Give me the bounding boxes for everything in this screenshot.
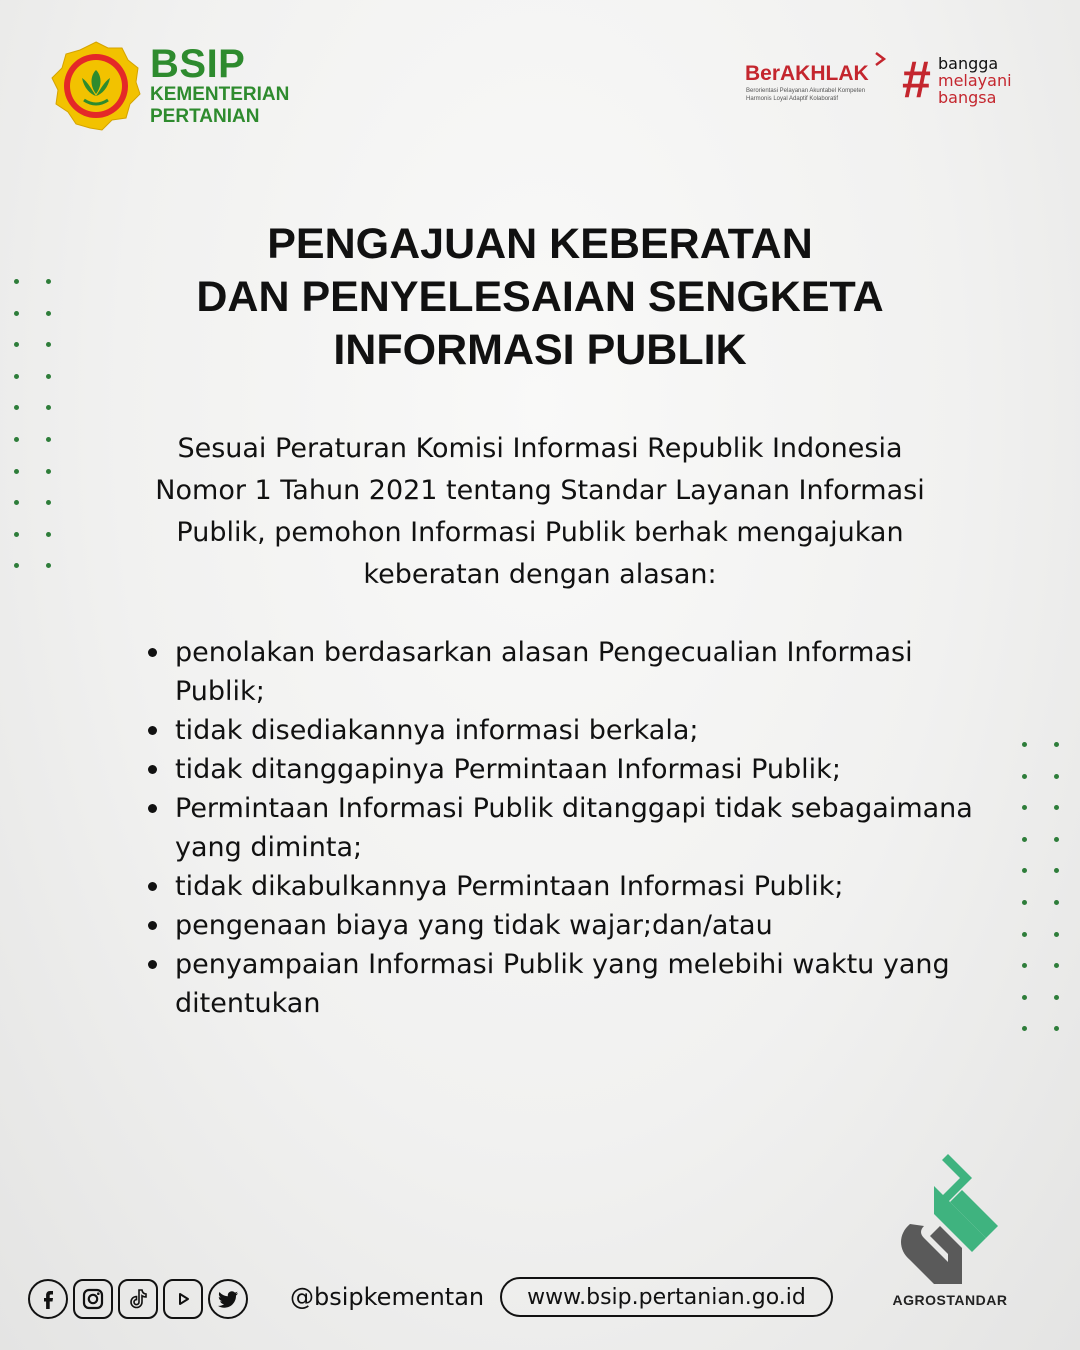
intro-line2: Nomor 1 Tahun 2021 tentang Standar Layanan Informasi bbox=[155, 475, 925, 506]
intro-line3: Publik, pemohon Informasi Publik berhak mengajukan bbox=[176, 517, 904, 548]
bullet-dot bbox=[148, 648, 157, 657]
reasons-list bbox=[145, 633, 985, 1023]
title-line2: DAN PENYELESAIAN SENGKETA bbox=[196, 273, 884, 321]
facebook-icon[interactable] bbox=[28, 1279, 68, 1319]
list-item: tidak disediakannya informasi berkala; bbox=[145, 711, 985, 750]
dot-pattern-right bbox=[1020, 740, 1062, 1033]
twitter-icon[interactable] bbox=[208, 1279, 248, 1319]
list-item: penolakan berdasarkan alasan Pengecualian Informasi Publik; bbox=[145, 633, 985, 711]
list-item: penyampaian Informasi Publik yang melebihi waktu yang ditentukan bbox=[145, 945, 985, 1023]
agrostandar-mark-icon bbox=[890, 1150, 1005, 1290]
agrostandar-label: AGROSTANDAR bbox=[892, 1292, 1008, 1308]
agrostandar-logo bbox=[890, 1150, 1008, 1315]
brand-sub-line1: KEMENTERIAN bbox=[150, 84, 290, 105]
brand-sub-line2: PERTANIAN bbox=[150, 106, 260, 127]
title-line1: PENGAJUAN KEBERATAN bbox=[267, 220, 813, 268]
list-item: Permintaan Informasi Publik ditanggapi tidak sebagaimana yang diminta; bbox=[145, 789, 985, 867]
bullet-dot bbox=[148, 882, 157, 891]
bangga-line2: melayani bbox=[938, 71, 1012, 90]
tiktok-icon[interactable] bbox=[118, 1279, 158, 1319]
list-item: tidak dikabulkannya Permintaan Informasi Publik; bbox=[145, 867, 985, 906]
kementan-seal-icon bbox=[50, 40, 142, 132]
title-line3: INFORMASI PUBLIK bbox=[333, 326, 747, 374]
bangga-melayani-logo bbox=[902, 52, 1032, 112]
intro-line4: keberatan dengan alasan: bbox=[363, 559, 717, 590]
bullet-dot bbox=[148, 921, 157, 930]
intro-paragraph bbox=[60, 428, 1020, 596]
berakhlak-logo bbox=[745, 52, 895, 112]
bangga-line1: bangga bbox=[938, 54, 999, 73]
page-title bbox=[40, 218, 1040, 377]
bullet-dot bbox=[148, 726, 157, 735]
berakhlak-tagline-2: Harmonis Loyal Adaptif Kolaboratif bbox=[746, 96, 839, 102]
social-links bbox=[28, 1276, 248, 1322]
instagram-icon[interactable] bbox=[73, 1279, 113, 1319]
youtube-icon[interactable] bbox=[163, 1279, 203, 1319]
social-handle: @bsipkementan bbox=[290, 1283, 485, 1311]
dot-pattern-left bbox=[12, 277, 54, 570]
bangga-line3: bangsa bbox=[938, 88, 997, 107]
bullet-dot bbox=[148, 960, 157, 969]
chevron-right-icon bbox=[873, 52, 887, 66]
intro-line1: Sesuai Peraturan Komisi Informasi Republik Indonesia bbox=[177, 433, 903, 464]
bullet-dot bbox=[148, 765, 157, 774]
bsip-logo bbox=[50, 40, 290, 135]
berakhlak-word: BerAKHLAK bbox=[745, 62, 869, 85]
list-item: tidak ditanggapinya Permintaan Informasi Publik; bbox=[145, 750, 985, 789]
berakhlak-tagline-1: Berorientasi Pelayanan Akuntabel Kompeten bbox=[746, 88, 866, 94]
hashtag-mark: # bbox=[902, 51, 931, 109]
bullet-dot bbox=[148, 804, 157, 813]
brand-main: BSIP bbox=[150, 42, 246, 86]
list-item: pengenaan biaya yang tidak wajar;dan/atau bbox=[145, 906, 985, 945]
website-link[interactable]: www.bsip.pertanian.go.id bbox=[500, 1277, 833, 1317]
